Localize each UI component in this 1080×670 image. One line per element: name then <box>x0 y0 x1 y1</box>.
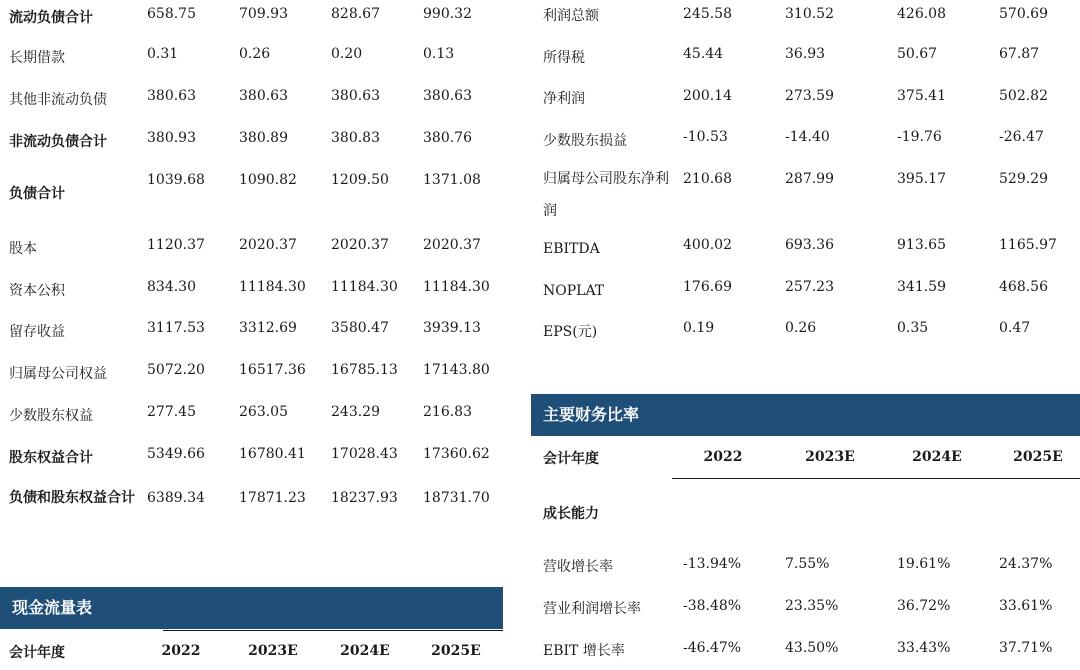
value-2025e: 380.63 <box>423 88 472 104</box>
value-2024e: 0.35 <box>897 320 929 336</box>
table-row <box>0 2 503 32</box>
value-2025e: 502.82 <box>999 88 1048 104</box>
ratios-section-title: 主要财务比率 <box>531 394 1080 436</box>
value-2025e: 0.13 <box>423 46 455 62</box>
value-2023e: 0.26 <box>785 320 817 336</box>
value-2023e: 16780.41 <box>239 446 306 462</box>
value-2024e: 17028.43 <box>331 446 398 462</box>
value-2025e: 529.29 <box>999 171 1048 187</box>
value-2023e: 273.59 <box>785 88 834 104</box>
cash-flow-section-title: 现金流量表 <box>0 587 503 629</box>
value-2023e: -14.40 <box>785 129 830 145</box>
header-rule <box>163 630 503 631</box>
value-2025e: 1165.97 <box>999 237 1057 253</box>
value-2023e: 287.99 <box>785 171 834 187</box>
value-2024e: 3580.47 <box>331 320 389 336</box>
value-2024e: 380.63 <box>331 88 380 104</box>
row-label: 归属母公司权益 <box>9 366 107 382</box>
value-2025e: 0.47 <box>999 320 1031 336</box>
value-2022: 658.75 <box>147 6 196 22</box>
value-2023e: 11184.30 <box>239 279 306 295</box>
table-row <box>0 316 503 346</box>
row-label: 净利润 <box>543 91 585 107</box>
table-row <box>531 593 1080 625</box>
row-label: 资本公积 <box>9 283 65 299</box>
value-2024e: 50.67 <box>897 46 938 62</box>
value-2022: 277.45 <box>147 404 196 420</box>
value-2022: -13.94% <box>683 556 742 572</box>
value-2023e: 16517.36 <box>239 362 306 378</box>
row-label: 负债合计 <box>9 186 65 202</box>
value-2022: 245.58 <box>683 6 732 22</box>
header-label: 会计年度 <box>9 645 65 661</box>
year-2025e: 2025E <box>1013 449 1063 465</box>
table-row <box>0 168 503 218</box>
value-2022: 1039.68 <box>147 172 205 188</box>
ratios-header-row <box>531 444 1080 472</box>
value-2024e: 375.41 <box>897 88 946 104</box>
row-label: 股本 <box>9 241 37 257</box>
row-label: 归属母公司股东净利润 <box>543 171 669 219</box>
row-label: 营收增长率 <box>543 559 613 575</box>
table-row <box>0 126 503 156</box>
year-2022: 2022 <box>703 449 743 465</box>
table-row <box>0 482 503 546</box>
row-label: 负债和股东权益合计 <box>9 490 135 506</box>
value-2024e: -19.76 <box>897 129 942 145</box>
value-2024e: 11184.30 <box>331 279 398 295</box>
value-2022: 176.69 <box>683 279 732 295</box>
table-row <box>531 275 1080 307</box>
value-2023e: 380.63 <box>239 88 288 104</box>
value-2024e: 19.61% <box>897 556 951 572</box>
cash-flow-header-row <box>0 640 503 666</box>
value-2025e: 570.69 <box>999 6 1048 22</box>
value-2022: 45.44 <box>683 46 724 62</box>
value-2025e: 216.83 <box>423 404 472 420</box>
value-2025e: 11184.30 <box>423 279 490 295</box>
value-2025e: 33.61% <box>999 598 1053 614</box>
header-rule <box>672 478 1080 479</box>
value-2022: 834.30 <box>147 279 196 295</box>
value-2022: 200.14 <box>683 88 732 104</box>
row-label: EBIT 增长率 <box>543 643 625 659</box>
row-label: 留存收益 <box>9 324 65 340</box>
value-2022: 0.19 <box>683 320 715 336</box>
value-2022: -38.48% <box>683 598 742 614</box>
value-2025e: 37.71% <box>999 640 1053 656</box>
table-row <box>531 233 1080 265</box>
value-2022: 210.68 <box>683 171 732 187</box>
table-row <box>0 358 503 388</box>
value-2024e: 341.59 <box>897 279 946 295</box>
value-2024e: 913.65 <box>897 237 946 253</box>
header-label: 会计年度 <box>543 451 599 467</box>
group-label: 成长能力 <box>543 506 599 522</box>
table-row <box>0 233 503 263</box>
row-label: 非流动负债合计 <box>9 134 107 150</box>
row-label: 利润总额 <box>543 8 599 24</box>
row-label: EBITDA <box>543 241 600 257</box>
value-2023e: 7.55% <box>785 556 830 572</box>
value-2022: 5349.66 <box>147 446 205 462</box>
table-row <box>531 42 1080 74</box>
value-2023e: 380.89 <box>239 130 288 146</box>
row-label: NOPLAT <box>543 283 605 299</box>
table-row <box>531 125 1080 157</box>
table-row <box>0 84 503 114</box>
table-row <box>531 551 1080 583</box>
year-2023e: 2023E <box>248 643 298 659</box>
row-label: 长期借款 <box>9 50 65 66</box>
row-label: 所得税 <box>543 50 585 66</box>
value-2022: 380.63 <box>147 88 196 104</box>
value-2025e: 380.76 <box>423 130 472 146</box>
value-2022: 1120.37 <box>147 237 205 253</box>
row-label: 其他非流动负债 <box>9 92 107 108</box>
value-2024e: 33.43% <box>897 640 951 656</box>
value-2025e: 18731.70 <box>423 490 490 506</box>
value-2023e: 17871.23 <box>239 490 306 506</box>
table-row <box>531 163 1080 227</box>
row-label: 少数股东损益 <box>543 133 627 149</box>
value-2023e: 709.93 <box>239 6 288 22</box>
value-2025e: 17360.62 <box>423 446 490 462</box>
year-2023e: 2023E <box>805 449 855 465</box>
income-ratio-panel <box>531 0 1080 670</box>
row-label: 少数股东权益 <box>9 408 93 424</box>
balance-sheet-panel <box>0 0 503 670</box>
table-row <box>531 635 1080 667</box>
value-2024e: 426.08 <box>897 6 946 22</box>
value-2023e: 1090.82 <box>239 172 297 188</box>
row-label: 流动负债合计 <box>9 10 93 26</box>
group-row <box>531 498 1080 528</box>
year-2022: 2022 <box>161 643 201 659</box>
value-2024e: 828.67 <box>331 6 380 22</box>
value-2023e: 3312.69 <box>239 320 297 336</box>
table-row <box>531 0 1080 32</box>
value-2024e: 0.20 <box>331 46 363 62</box>
value-2025e: -26.47 <box>999 129 1044 145</box>
value-2025e: 24.37% <box>999 556 1053 572</box>
value-2023e: 0.26 <box>239 46 271 62</box>
value-2023e: 263.05 <box>239 404 288 420</box>
value-2023e: 36.93 <box>785 46 826 62</box>
value-2025e: 67.87 <box>999 46 1040 62</box>
row-label: 股东权益合计 <box>9 450 93 466</box>
value-2023e: 310.52 <box>785 6 834 22</box>
value-2025e: 1371.08 <box>423 172 481 188</box>
table-row <box>0 42 503 72</box>
value-2024e: 18237.93 <box>331 490 398 506</box>
value-2024e: 2020.37 <box>331 237 389 253</box>
value-2022: 380.93 <box>147 130 196 146</box>
value-2025e: 990.32 <box>423 6 472 22</box>
value-2024e: 380.83 <box>331 130 380 146</box>
value-2024e: 16785.13 <box>331 362 398 378</box>
row-label: EPS(元) <box>543 324 598 340</box>
value-2024e: 395.17 <box>897 171 946 187</box>
row-label: 营业利润增长率 <box>543 601 641 617</box>
value-2023e: 693.36 <box>785 237 834 253</box>
value-2023e: 257.23 <box>785 279 834 295</box>
table-row <box>0 400 503 430</box>
value-2023e: 23.35% <box>785 598 839 614</box>
value-2023e: 2020.37 <box>239 237 297 253</box>
year-2025e: 2025E <box>431 643 481 659</box>
year-2024e: 2024E <box>912 449 962 465</box>
value-2022: 0.31 <box>147 46 179 62</box>
value-2024e: 36.72% <box>897 598 951 614</box>
table-row <box>531 83 1080 115</box>
value-2025e: 3939.13 <box>423 320 481 336</box>
value-2025e: 2020.37 <box>423 237 481 253</box>
value-2024e: 1209.50 <box>331 172 389 188</box>
value-2022: -10.53 <box>683 129 728 145</box>
value-2022: 6389.34 <box>147 490 205 506</box>
value-2022: 400.02 <box>683 237 732 253</box>
value-2025e: 17143.80 <box>423 362 490 378</box>
year-2024e: 2024E <box>340 643 390 659</box>
value-2025e: 468.56 <box>999 279 1048 295</box>
table-row <box>0 442 503 472</box>
value-2022: 3117.53 <box>147 320 205 336</box>
table-row <box>0 275 503 305</box>
value-2023e: 43.50% <box>785 640 839 656</box>
value-2022: -46.47% <box>683 640 742 656</box>
value-2024e: 243.29 <box>331 404 380 420</box>
value-2022: 5072.20 <box>147 362 205 378</box>
table-row <box>531 316 1080 348</box>
